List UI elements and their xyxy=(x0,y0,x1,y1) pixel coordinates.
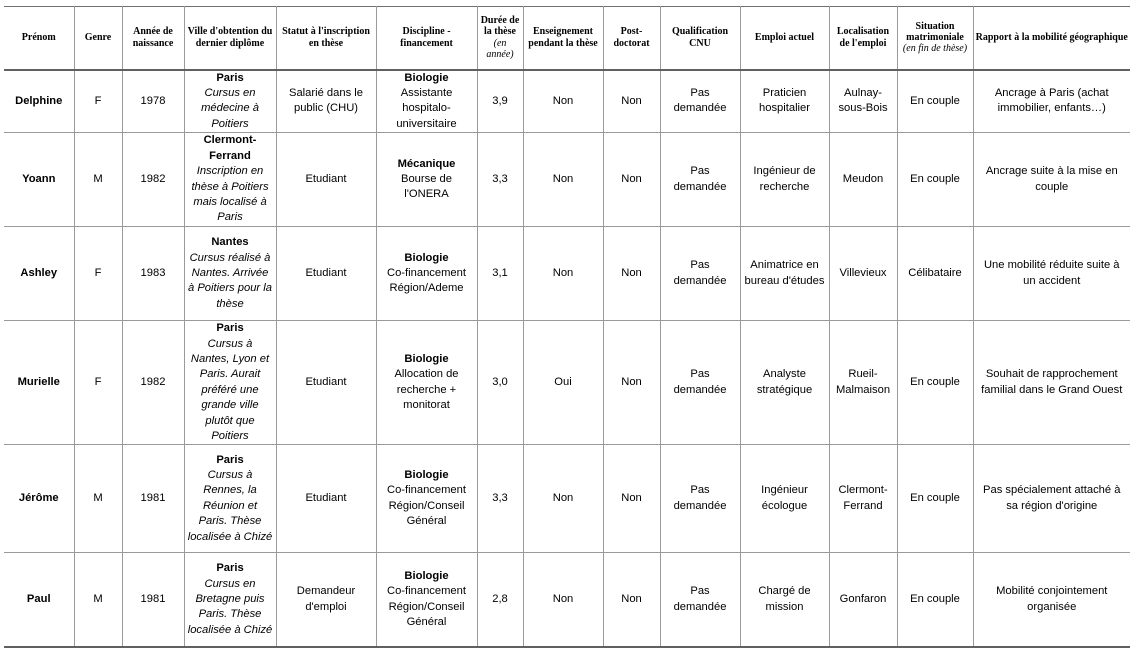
cell-localisation: Villevieux xyxy=(829,227,897,321)
header-duree-unit: (en année) xyxy=(486,37,514,61)
cell-rapport: Ancrage suite à la mise en couple xyxy=(973,133,1130,227)
ville-note: Cursus à Nantes, Lyon et Paris. Aurait préféré une grande ville plutôt que Poitiers xyxy=(190,337,270,442)
header-ville: Ville d'obtention du dernier diplôme xyxy=(184,7,276,70)
ville-name: Paris xyxy=(216,562,244,575)
cell-localisation: Clermont-Ferrand xyxy=(829,445,897,553)
cell-rapport: Une mobilité réduite suite à un accident xyxy=(973,227,1130,321)
ville-name: Clermont-Ferrand xyxy=(203,134,257,162)
header-postdoc: Post-doctorat xyxy=(603,7,660,70)
cell-genre: M xyxy=(74,553,122,647)
cell-annee: 1983 xyxy=(122,227,184,321)
cell-prenom: Delphine xyxy=(4,70,74,133)
financement-text: Bourse de l'ONERA xyxy=(401,172,452,201)
discipline-name: Biologie xyxy=(404,251,449,264)
cell-prenom: Yoann xyxy=(4,133,74,227)
ville-name: Paris xyxy=(216,453,244,466)
cell-annee: 1981 xyxy=(122,553,184,647)
ville-note: Inscription en thèse à Poitiers mais localisé à Paris xyxy=(191,165,269,224)
cell-enseignement: Non xyxy=(523,133,603,227)
header-prenom: Prénom xyxy=(21,32,56,44)
cell-situation: Célibataire xyxy=(897,227,973,321)
table-row xyxy=(4,321,1130,445)
cell-enseignement: Oui xyxy=(523,321,603,445)
header-rapport: Rapport à la mobilité géographique xyxy=(973,7,1130,70)
ville-name: Paris xyxy=(216,322,244,335)
cell-duree: 3,1 xyxy=(477,227,523,321)
cell-prenom: Murielle xyxy=(4,321,74,445)
ville-note: Cursus en médecine à Poitiers xyxy=(201,86,259,130)
cell-localisation: Rueil-Malmaison xyxy=(829,321,897,445)
discipline-name: Biologie xyxy=(404,469,449,482)
cell-statut: Etudiant xyxy=(276,445,376,553)
cell-qualif: Pas demandée xyxy=(660,133,740,227)
cell-prenom: Ashley xyxy=(4,227,74,321)
cell-postdoc: Non xyxy=(603,445,660,553)
ville-note: Cursus à Rennes, la Réunion et Paris. Thèse localisée à Chizé xyxy=(187,469,273,543)
cell-situation: En couple xyxy=(897,70,973,133)
cell-prenom: Paul xyxy=(4,553,74,647)
cell-annee: 1982 xyxy=(122,321,184,445)
cell-postdoc: Non xyxy=(603,553,660,647)
cell-postdoc: Non xyxy=(603,227,660,321)
cell-localisation: Meudon xyxy=(829,133,897,227)
cell-situation: En couple xyxy=(897,553,973,647)
cell-emploi: Ingénieur de recherche xyxy=(740,133,829,227)
cell-duree: 3,3 xyxy=(477,133,523,227)
cell-postdoc: Non xyxy=(603,70,660,133)
cell-genre: M xyxy=(74,133,122,227)
cell-ville xyxy=(184,553,276,647)
table-row xyxy=(4,445,1130,553)
cell-emploi: Praticien hospitalier xyxy=(740,70,829,133)
table-row xyxy=(4,553,1130,647)
cell-duree: 2,8 xyxy=(477,553,523,647)
cell-statut: Etudiant xyxy=(276,321,376,445)
discipline-name: Biologie xyxy=(404,569,449,582)
cell-localisation: Aulnay-sous-Bois xyxy=(829,70,897,133)
doctoral-careers-table xyxy=(4,6,1130,648)
cell-discipline xyxy=(376,133,477,227)
cell-enseignement: Non xyxy=(523,445,603,553)
cell-statut: Demandeur d'emploi xyxy=(276,553,376,647)
cell-annee: 1982 xyxy=(122,133,184,227)
cell-localisation: Gonfaron xyxy=(829,553,897,647)
cell-qualif: Pas demandée xyxy=(660,321,740,445)
cell-discipline xyxy=(376,321,477,445)
financement-text: Assistante hospitalo-universitaire xyxy=(396,86,457,130)
cell-qualif: Pas demandée xyxy=(660,70,740,133)
table-row xyxy=(4,70,1130,133)
cell-prenom: Jérôme xyxy=(4,445,74,553)
cell-emploi: Ingénieur écologue xyxy=(740,445,829,553)
header-statut: Statut à l'inscription en thèse xyxy=(276,7,376,70)
financement-text: Co-financement Région/Conseil Général xyxy=(387,585,466,629)
cell-genre: F xyxy=(74,227,122,321)
table-row xyxy=(4,133,1130,227)
header-duree xyxy=(477,7,523,70)
cell-ville xyxy=(184,445,276,553)
ville-name: Nantes xyxy=(211,236,249,249)
header-discipline: Discipline - financement xyxy=(376,7,477,70)
header-situation-note: (en fin de thèse) xyxy=(902,43,968,55)
cell-situation: En couple xyxy=(897,321,973,445)
cell-statut: Etudiant xyxy=(276,227,376,321)
cell-postdoc: Non xyxy=(603,133,660,227)
financement-text: Co-financement Région/Conseil Général xyxy=(387,484,466,528)
cell-qualif: Pas demandée xyxy=(660,227,740,321)
cell-statut: Etudiant xyxy=(276,133,376,227)
header-qualif: Qualification CNU xyxy=(660,7,740,70)
cell-rapport: Ancrage à Paris (achat immobilier, enfants…) xyxy=(973,70,1130,133)
cell-statut: Salarié dans le public (CHU) xyxy=(276,70,376,133)
header-localisation: Localisation de l'emploi xyxy=(829,7,897,70)
ville-note: Cursus réalisé à Nantes. Arrivée à Poitiers pour la thèse xyxy=(188,251,272,310)
cell-annee: 1978 xyxy=(122,70,184,133)
cell-duree: 3,9 xyxy=(477,70,523,133)
header-emploi: Emploi actuel xyxy=(740,7,829,70)
cell-genre: F xyxy=(74,70,122,133)
cell-ville xyxy=(184,70,276,133)
header-situation-label: Situation matrimoniale xyxy=(906,20,964,44)
cell-ville xyxy=(184,133,276,227)
cell-emploi: Animatrice en bureau d'études xyxy=(740,227,829,321)
discipline-name: Biologie xyxy=(404,352,449,365)
cell-annee: 1981 xyxy=(122,445,184,553)
discipline-name: Biologie xyxy=(404,71,449,84)
cell-genre: M xyxy=(74,445,122,553)
cell-discipline xyxy=(376,227,477,321)
cell-enseignement: Non xyxy=(523,70,603,133)
cell-genre: F xyxy=(74,321,122,445)
cell-qualif: Pas demandée xyxy=(660,445,740,553)
financement-text: Allocation de recherche + monitorat xyxy=(394,368,459,412)
header-duree-label: Durée de la thèse xyxy=(480,14,520,38)
cell-situation: En couple xyxy=(897,445,973,553)
header-annee: Année de naissance xyxy=(122,7,184,70)
cell-discipline xyxy=(376,445,477,553)
ville-name: Paris xyxy=(216,71,244,84)
cell-duree: 3,0 xyxy=(477,321,523,445)
table-row xyxy=(4,227,1130,321)
header-situation xyxy=(897,7,973,70)
financement-text: Co-financement Région/Ademe xyxy=(387,266,466,295)
discipline-name: Mécanique xyxy=(397,157,456,170)
header-row xyxy=(4,7,1130,70)
cell-enseignement: Non xyxy=(523,227,603,321)
header-genre: Genre xyxy=(74,7,122,70)
cell-ville xyxy=(184,321,276,445)
cell-emploi: Chargé de mission xyxy=(740,553,829,647)
ville-note: Cursus en Bretagne puis Paris. Thèse localisée à Chizé xyxy=(187,577,273,636)
cell-rapport: Pas spécialement attaché à sa région d'origine xyxy=(973,445,1130,553)
cell-duree: 3,3 xyxy=(477,445,523,553)
cell-emploi: Analyste stratégique xyxy=(740,321,829,445)
cell-rapport: Mobilité conjointement organisée xyxy=(973,553,1130,647)
cell-enseignement: Non xyxy=(523,553,603,647)
cell-postdoc: Non xyxy=(603,321,660,445)
cell-ville xyxy=(184,227,276,321)
cell-rapport: Souhait de rapprochement familial dans le Grand Ouest xyxy=(973,321,1130,445)
cell-discipline xyxy=(376,553,477,647)
header-enseignement: Enseignement pendant la thèse xyxy=(523,7,603,70)
cell-discipline xyxy=(376,70,477,133)
cell-situation: En couple xyxy=(897,133,973,227)
cell-qualif: Pas demandée xyxy=(660,553,740,647)
